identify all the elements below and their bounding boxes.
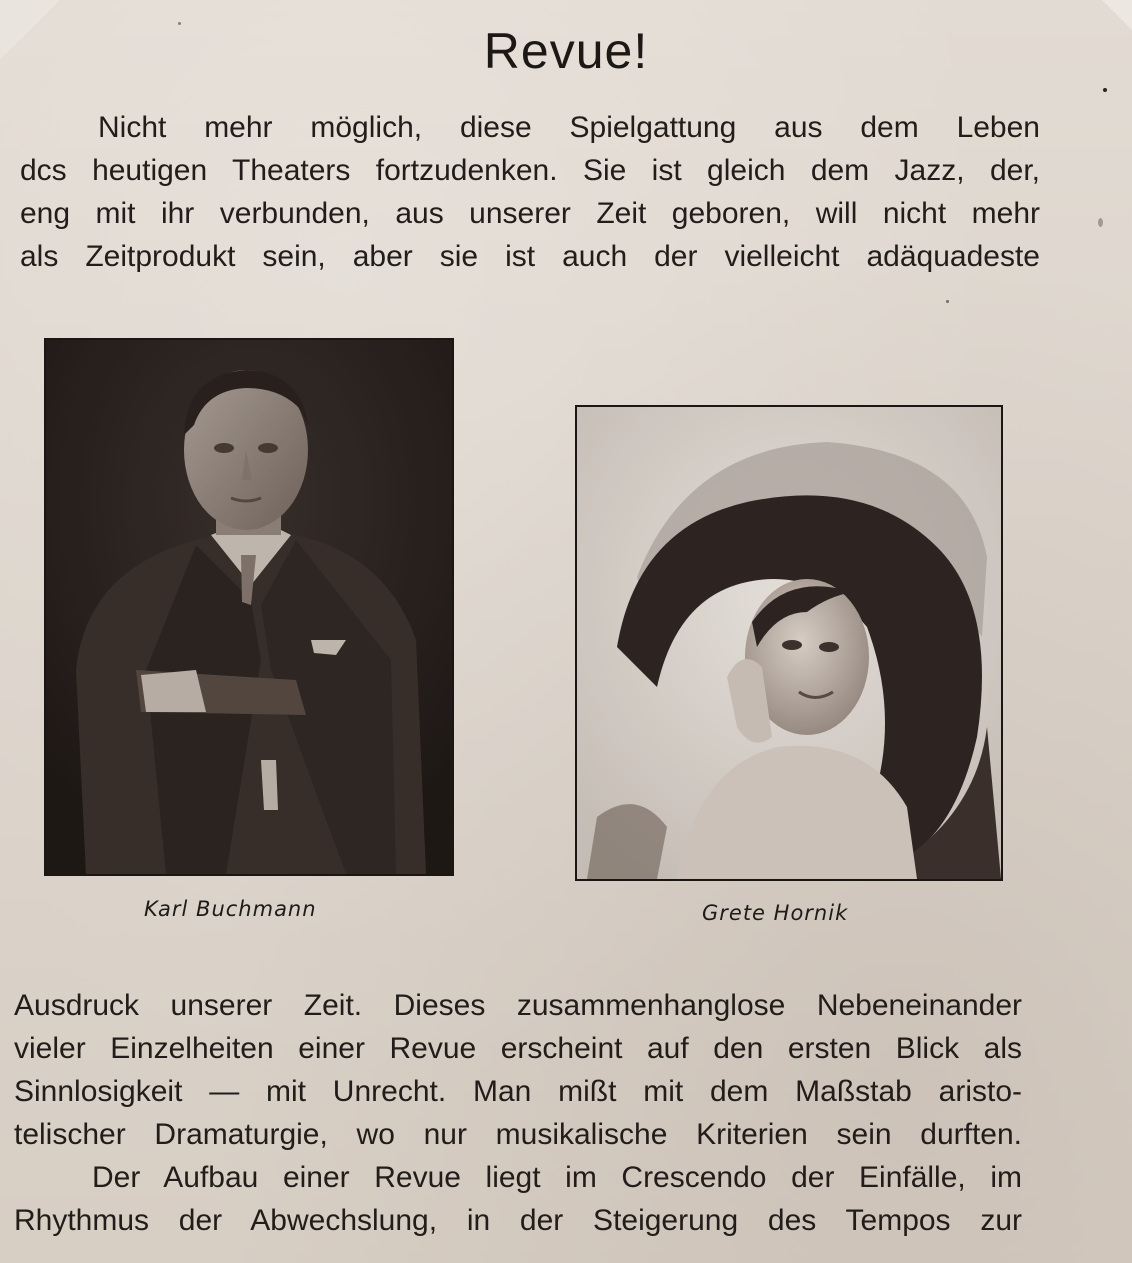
paragraph-line: Sinnlosigkeit — mit Unrecht. Man mißt mit dem Maßstab aristo- (14, 1075, 1022, 1108)
paragraph-intro (20, 106, 1040, 278)
paragraph-line: dcs heutigen Theaters fortzudenken. Sie ist gleich dem Jazz, der, (20, 154, 1040, 187)
paper-speck (178, 22, 181, 25)
portrait-woman-image (577, 407, 1001, 879)
paragraph-line: eng mit ihr verbunden, aus unserer Zeit geboren, will nicht mehr (20, 197, 1040, 230)
photo-caption-left: Karl Buchmann (144, 897, 317, 921)
paragraph-line: Rhythmus der Abwechslung, in der Steigerung des Tempos zur (14, 1204, 1022, 1237)
portrait-photo-woman (575, 405, 1003, 881)
portrait-photo-man (44, 338, 454, 876)
portrait-man-image (46, 340, 452, 874)
paragraph-line: Nicht mehr möglich, diese Spielgattung aus dem Leben (98, 111, 1040, 144)
paper-speck (946, 300, 949, 303)
paragraph-line: telischer Dramaturgie, wo nur musikalische Kriterien sein durften. (14, 1118, 1022, 1151)
paper-speck (1098, 218, 1103, 227)
paper-speck (1103, 88, 1107, 92)
paragraph-continuation (14, 1156, 1022, 1242)
photo-caption-right: Grete Hornik (702, 901, 849, 925)
paragraph-line: Ausdruck unserer Zeit. Dieses zusammenhanglose Nebeneinander (14, 989, 1022, 1022)
paragraph-line: Der Aufbau einer Revue liegt im Crescendo der Einfälle, im (92, 1161, 1022, 1194)
paragraph-line: vieler Einzelheiten einer Revue erscheint auf den ersten Blick als (14, 1032, 1022, 1065)
article-title: Revue! (483, 23, 649, 79)
paragraph-line: als Zeitprodukt sein, aber sie ist auch der vielleicht adäquadeste (20, 240, 1040, 273)
paragraph-body (14, 984, 1022, 1156)
